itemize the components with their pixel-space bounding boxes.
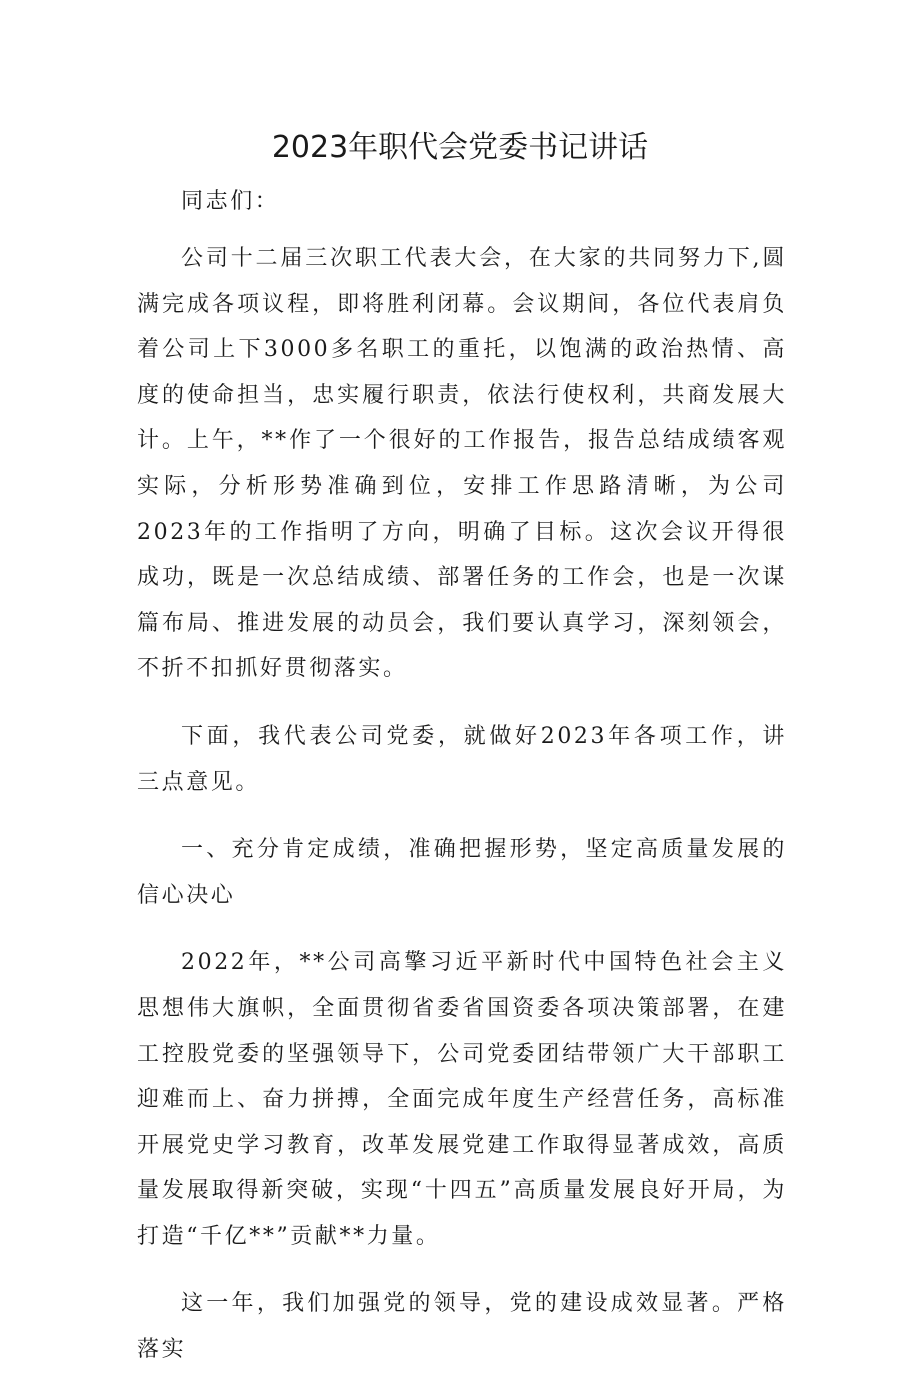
paragraph-intro: 下面，我代表公司党委，就做好2023年各项工作，讲三点意见。: [137, 723, 787, 795]
paragraph-2022-summary: 2022年，**公司高擎习近平新时代中国特色社会主义思想伟大旗帜，全面贯彻省委省国资委各项决策部署，在建工控股党委的坚强领导下，公司党委团结带领广大干部职工迎难而上、奋力拼搏，全面完成年度生产经营任务，高标准开展党史学习教育，改革发展党建工作取得显著成效，高质量发展取得新突破，实现“十四五”高质量发展良好开局，为打造“千亿**”贡献**力量。: [137, 950, 787, 1249]
salutation: 同志们：: [181, 189, 280, 214]
paragraph-this-year: 这一年，我们加强党的领导，党的建设成效显著。严格落实: [137, 1291, 787, 1363]
paragraph-opening: 公司十二届三次职工代表大会，在大家的共同努力下,圆满完成各项议程，即将胜利闭幕。会议期间，各位代表肩负着公司上下3000多名职工的重托，以饱满的政治热情、高度的使命担当，忠实履行职责，依法行使权利，共商发展大计。上午，**作了一个很好的工作报告，报告总结成绩客观实际，分析形势准确到位，安排工作思路清晰，为公司2023年的工作指明了方向，明确了目标。这次会议开得很成功，既是一次总结成绩、部署任务的工作会，也是一次谋篇布局、推进发展的动员会，我们要认真学习，深刻领会，不折不扣抓好贯彻落实。: [137, 246, 787, 682]
section-heading-one: 一、充分肯定成绩，准确把握形势，坚定高质量发展的信心决心: [137, 837, 787, 908]
document-body: [137, 182, 787, 1395]
document-title: 2023年职代会党委书记讲话: [271, 130, 649, 165]
